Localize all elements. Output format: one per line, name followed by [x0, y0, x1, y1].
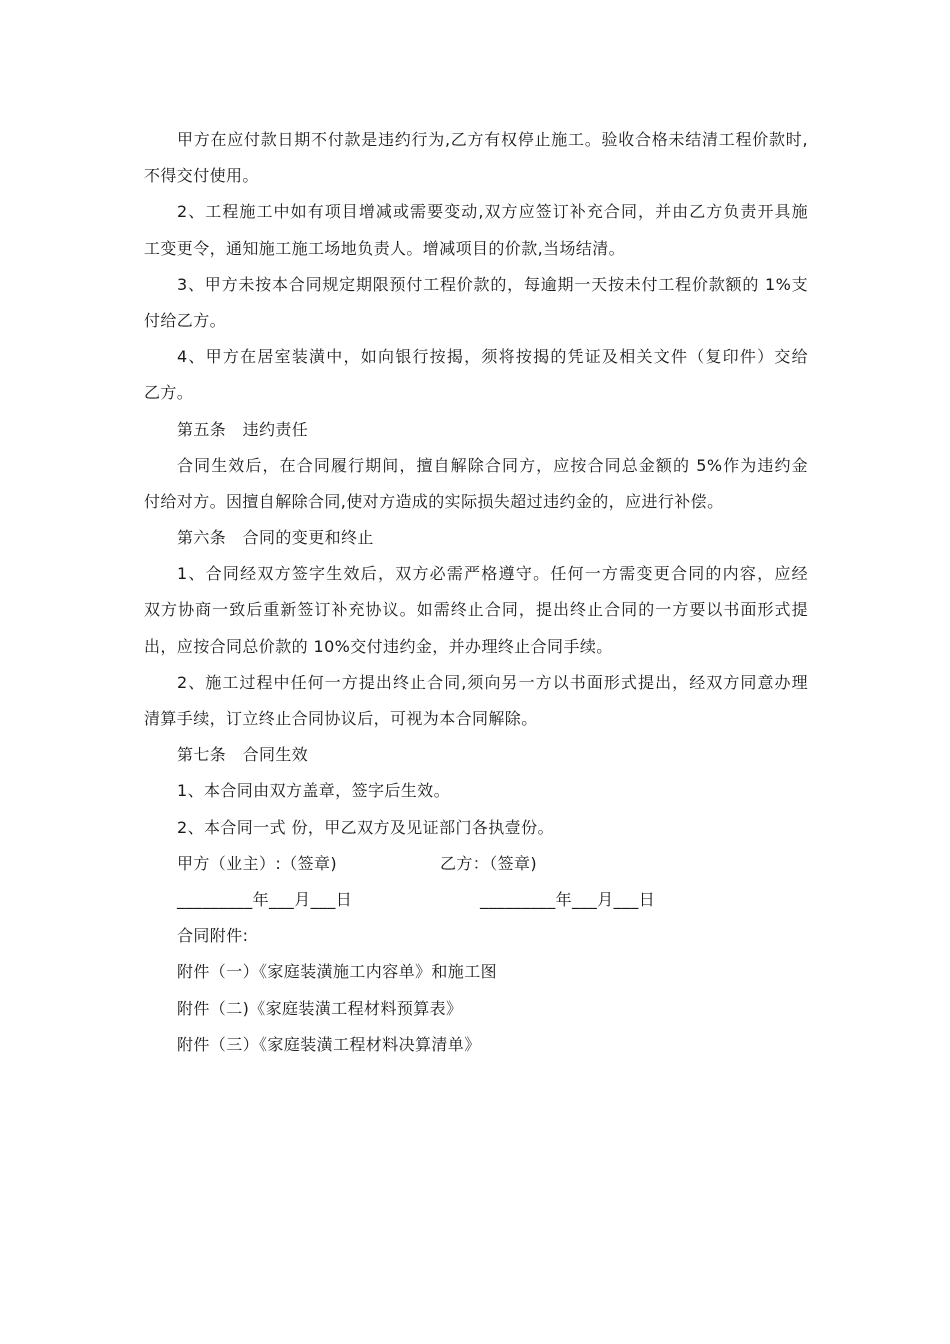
text-line: 付给对方。因擅自解除合同,使对方造成的实际损失超过违约金的，应进行补偿。: [144, 491, 724, 511]
signature-line: [144, 846, 808, 882]
text-line: 第五条 违约责任: [177, 419, 309, 439]
text-line: 2、施工过程中任何一方提出终止合同,须向另一方以书面形式提出，经双方同意办理: [177, 672, 808, 692]
text-line: 出，应按合同总价款的 10%交付违约金，并办理终止合同手续。: [144, 636, 613, 656]
text-line: 双方协商一致后重新签订补充协议。如需终止合同，提出终止合同的一方要以书面形式提: [144, 600, 808, 620]
text-line: 4、甲方在居室装潢中，如向银行按揭，须将按揭的凭证及相关文件（复印件）交给: [177, 347, 808, 367]
party-b-signature: 乙方：（签章): [440, 853, 538, 873]
text-line: 甲方在应付款日期不付款是违约行为,乙方有权停止施工。验收合格未结清工程价款时,: [177, 130, 808, 149]
document-body: [144, 122, 808, 1063]
text-line: 2、工程施工中如有项目增减或需要变动,双方应签订补充合同，并由乙方负责开具施: [177, 202, 808, 222]
paragraph-lines: [144, 122, 808, 846]
party-b-date: _________年___月___日: [480, 889, 656, 909]
text-line: 3、甲方未按本合同规定期限预付工程价款的，每逾期一天按未付工程价款额的 1%支: [177, 274, 808, 294]
attachment-item: 附件（三）《家庭装潢工程材料决算清单》: [177, 1034, 481, 1054]
attachment-item: 附件（一）《家庭装潢施工内容单》和施工图: [177, 962, 498, 982]
text-line: 第六条 合同的变更和终止: [177, 528, 374, 548]
text-line: 工变更令，通知施工施工场地负责人。增减项目的价款,当场结清。: [144, 238, 626, 258]
text-line: 付给乙方。: [144, 310, 227, 330]
text-line: 第七条 合同生效: [177, 745, 309, 765]
text-line: 1、合同经双方签字生效后，双方必需严格遵守。任何一方需变更合同的内容，应经: [177, 564, 808, 584]
text-line: 清算手续，订立终止合同协议后，可视为本合同解除。: [144, 709, 538, 728]
date-line: [144, 882, 808, 918]
attachment-item: 附件（二)《家庭装潢工程材料预算表》: [177, 998, 463, 1018]
party-a-signature: 甲方（业主）:（签章): [177, 853, 338, 873]
text-line: 1、本合同由双方盖章，签字后生效。: [177, 781, 450, 801]
text-line: 2、本合同一式 份，甲乙双方及见证部门各执壹份。: [177, 817, 554, 837]
text-line: 不得交付使用。: [144, 166, 259, 186]
text-line: 乙方。: [144, 383, 194, 403]
text-line: 合同生效后，在合同履行期间，擅自解除合同方，应按合同总金额的 5%作为违约金: [177, 455, 808, 475]
party-a-date: _________年___月___日: [177, 889, 353, 909]
attachments-title: 合同附件:: [177, 926, 249, 946]
